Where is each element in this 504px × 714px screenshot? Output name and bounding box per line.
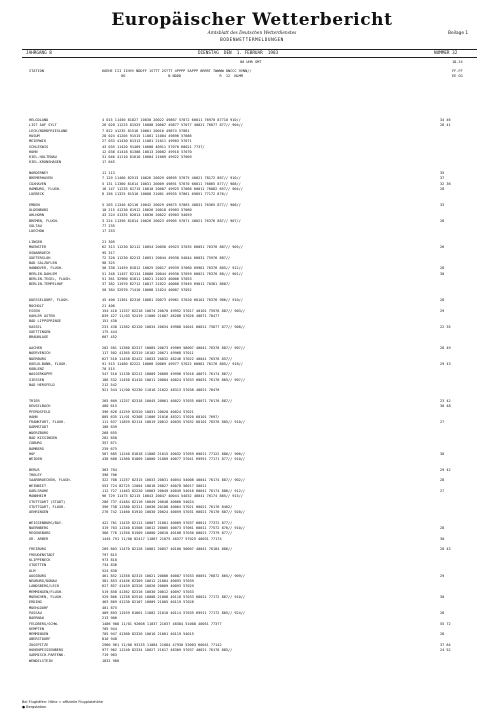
station-name: WUERZBURG <box>29 430 49 435</box>
observation-codes: 117 502 41365 82319 10102 20071 49968 57011 <box>102 351 194 356</box>
observation-codes: 547 516 11130 82212 10009 20009 49998 57016 40071 76174 867// <box>102 372 233 377</box>
observation-codes: 3 224 11356 81814 10026 20023 49905 57071 40021 76376 887// 907// <box>102 218 241 223</box>
station-name: BAD HERSFELD <box>29 383 55 387</box>
nummer-label: NUMMER 32 <box>434 51 458 56</box>
wind-gust-values: 37 84 <box>440 642 451 647</box>
observation-codes: 72 320 11230 82213 10051 20044 49930 54044 60031 75976 887// <box>102 255 231 260</box>
observation-codes: 319 763 11340 81508 10012 20005 40073 57061 60011 77572 876// 910// <box>102 526 246 531</box>
observation-codes: 239 675 <box>102 446 117 451</box>
station-name: LANDSBERG/LECH <box>29 584 59 589</box>
station-name: NORDERNEY <box>29 171 49 175</box>
wind-gust-values: 30 <box>440 271 445 276</box>
station-name: OBERSTDORF <box>29 637 51 642</box>
wind-gust-values: 37 <box>440 176 445 181</box>
observation-codes: 519 858 41362 82316 10030 20012 40097 57033 <box>102 589 194 594</box>
observation-codes: 366 776 11350 81509 10000 20010 40108 57030 60021 77379 877// <box>102 531 233 536</box>
observation-codes: 921 544 11/00 92230 11018 21022 48313 57038 40021 76476 <box>102 388 220 393</box>
station-name: KAHLER ASTEN <box>29 314 55 319</box>
station-name: MEMMINGEN <box>29 632 49 637</box>
station-name: LECK/NORDFRIESLAND <box>29 128 68 133</box>
wind-gust-values: 30 <box>440 451 445 456</box>
station-name: MEMMINGEN/FLUGH. <box>29 589 64 594</box>
codes-header-2: NS N NDDD R 12 NLMM <box>102 74 243 78</box>
station-name: FREUDENSTADT <box>29 552 55 557</box>
station-name: KEMPTEN <box>29 626 44 631</box>
wind-gust-values: 29 43 <box>440 361 451 366</box>
wind-gust-values: 29 <box>440 308 445 313</box>
observation-codes: 973 818 <box>102 557 117 562</box>
station-name: AACHEN <box>29 345 42 350</box>
wind-gust-values: 30 <box>440 595 445 599</box>
observation-codes: 77 235 <box>102 224 115 228</box>
wind-gust-values: 33 <box>440 202 445 207</box>
observation-codes: 95 317 <box>102 250 115 255</box>
station-name: BAD KISSINGEN <box>29 436 57 440</box>
observation-codes: 438 688 11360 81809 10000 21009 40077 57041 69951 77171 877// 910// <box>102 457 246 462</box>
station-name: BAERNAU <box>29 616 44 621</box>
wind-gust-values: 28 <box>440 186 445 191</box>
observation-codes: 70 515 <box>102 367 115 372</box>
station-name: STUTTGART (STADT) <box>29 499 66 504</box>
wind-gust-values: 28 <box>440 478 445 483</box>
observation-codes: 627 857 41459 82526 10026 20009 40093 57029 <box>102 584 194 589</box>
wind-gust-values: 35 <box>440 171 445 175</box>
station-name: WEISSENBURG/BAY. <box>29 520 64 525</box>
station-name: COBURG <box>29 441 42 446</box>
station-name: NUERBURG <box>29 356 47 361</box>
observation-codes: 7 022 41235 81516 10001 20016 49874 57081 <box>102 128 190 133</box>
station-name: WASSERKUPPE <box>29 372 53 377</box>
station-name: ULM <box>29 568 36 573</box>
observation-codes: 265 609 11257 82318 10045 20061 40022 57035 60071 76176 887// <box>102 398 233 403</box>
station-name: LUECHOW <box>29 229 44 234</box>
station-name: HOHENPEISSENBERG <box>29 648 64 652</box>
observation-codes: 839 427 11/03 92419 11006 21007 48288 57026 40071 76477 <box>102 314 220 319</box>
observation-codes: 17 253 <box>102 229 115 234</box>
station-name: EMDEN <box>29 202 40 207</box>
station-name: WENDELSTEIN <box>29 658 53 663</box>
observation-codes: 202 501 11360 82317 10085 20073 49969 58007 40041 76378 887// 907// <box>102 345 246 350</box>
observation-codes: 719 963 <box>102 653 117 658</box>
wind-gust-values: 28 <box>440 632 445 637</box>
station-name: GIESSEN <box>29 377 44 382</box>
station-name: FREIBURG <box>29 547 47 552</box>
station-name: MUENSTER <box>29 245 47 250</box>
station-name: HELGOLAND <box>29 118 49 122</box>
station-name: ERDING <box>29 600 42 605</box>
issue-date: DIENSTAG DEN 1. FEBRUAR 1983 <box>198 51 279 56</box>
observation-codes: 463 869 41230 82107 10009 21005 40119 57028 <box>102 600 194 605</box>
station-name: AHLHORN <box>29 213 44 218</box>
observation-codes: 151 430 <box>102 319 117 324</box>
station-name: GUETERSLOH <box>29 255 51 260</box>
station-name: BERLIN-TEGEL, FLUGH. <box>29 277 72 281</box>
station-name: BOCHOLT <box>29 303 44 308</box>
observation-codes: 1445 791 11/00 82417 11067 21075 48377 57025 40031 77174 <box>102 536 222 541</box>
observation-codes: 567 685 11240 81818 11008 21015 40032 57059 60011 77122 886// 906// <box>102 451 246 456</box>
wind-gust-values: 27 <box>440 420 445 425</box>
station-name: FRANKFURT, FLUGH. <box>29 420 66 425</box>
observation-codes: 98 325 <box>102 261 115 266</box>
station-name: HUSUM <box>29 133 40 138</box>
observation-codes: 1486 908 11/01 92608 11037 21037 48384 51008 40051 77377 <box>102 621 222 626</box>
observation-codes: 286 737 41484 82116 10049 20048 40060 54024 <box>102 499 194 504</box>
station-name: NOERVENICH <box>29 351 51 356</box>
station-name: GARMISCH-PARTENK. <box>29 653 66 658</box>
observation-codes: 322 708 11257 82315 10033 20031 40054 54008 40041 76174 887// 902// <box>102 478 246 483</box>
observation-codes: 108 639 <box>102 425 117 430</box>
station-name: SOLTAU <box>29 224 42 228</box>
observation-codes: 268 655 <box>102 430 117 435</box>
wind-gust-values: 30 <box>440 536 445 541</box>
report-subtitle: Amtsblatt des Deutschen Wetterdienstes <box>207 31 297 36</box>
station-name: LUEBECK <box>29 192 44 197</box>
station-name: BAD SALZUFLEN <box>29 261 57 266</box>
station-name: KARLSRUHE <box>29 489 49 493</box>
observation-codes: 607 452 <box>102 335 117 340</box>
report-title: Europäischer Wetterbericht <box>111 10 393 30</box>
observation-codes: 213 900 <box>102 616 117 621</box>
station-name: WEIDEN <box>29 457 42 462</box>
wind-gust-values: 27 <box>440 489 445 493</box>
station-name: OSNABRUECK <box>29 250 51 255</box>
wind-gust-values: 24 52 <box>440 648 451 652</box>
observation-codes: 111 637 11859 82114 10019 20012 40035 57032 60101 76376 885// 910// <box>102 420 246 425</box>
station-name: DUESSELDORF, FLUGH. <box>29 298 70 303</box>
observation-codes: 43 224 41335 82014 10036 20022 49903 54059 <box>102 213 192 218</box>
station-name: HANNOVER, FLUGH. <box>29 266 64 271</box>
observation-codes: 21 305 <box>102 239 115 244</box>
observation-codes: 705 944 <box>102 626 117 631</box>
station-name: KLIPPENECK <box>29 557 51 562</box>
observation-codes: 396 738 11380 82311 10036 20108 40064 57021 60021 76176 8462/ <box>102 504 233 509</box>
wind-gust-values: 28 43 <box>440 547 451 552</box>
observation-codes: 51 348 11457 82114 10000 20044 49930 57059 60021 76376 88/// 901// <box>102 271 243 276</box>
wind-gust-values: 26 <box>440 245 445 250</box>
observation-codes: 17 045 <box>102 160 115 165</box>
observation-codes: 627 510 11458 82422 10033 20032 48246 57022 40041 76376 857// <box>102 356 233 361</box>
observation-codes: 186 532 11450 81410 10011 20004 40024 57033 60031 76176 865// 907// <box>102 377 246 382</box>
observation-codes: 797 815 <box>102 552 117 557</box>
observation-codes: 28 024 41205 91515 11001 21004 49896 57086 <box>102 133 192 138</box>
station-name: BERLIN-DAHLEM <box>29 271 57 276</box>
station-name: TRIER <box>29 398 40 403</box>
right-codes-header-2: EE GG <box>452 74 463 78</box>
footer-note-mountain: ● Bergstation <box>22 704 47 709</box>
observation-codes: 529 866 11258 82516 10008 21008 40118 57033 60021 77172 867// 910// <box>102 595 246 599</box>
station-name: ZUGSPITZE <box>29 642 49 647</box>
wind-gust-values: 29 <box>440 573 445 578</box>
footer-notes <box>22 700 103 709</box>
station-name: CUXHAVEN <box>29 181 47 186</box>
observation-codes: 91 513 11480 82222 10068 20069 49977 57022 60081 76176 885// 918// <box>102 361 243 366</box>
observation-codes: 409 893 11559 81601 11002 21010 40114 57035 69911 77172 865// 924// <box>102 610 246 615</box>
observation-codes: 16 147 11235 81715 10010 20007 49925 57068 60011 76082 657// 904// <box>102 186 243 191</box>
wind-gust-values: 28 <box>440 218 445 223</box>
station-name: HAHN <box>29 414 38 419</box>
station-name: BRAUNLAGE <box>29 335 49 340</box>
wind-gust-values: 28 41 <box>440 123 451 128</box>
station-name: STUTTGART, FLUGH. <box>29 504 66 509</box>
observation-codes: 8 156 11325 81510 10008 21001 49935 57061 69051 77172 876// <box>102 192 228 197</box>
observation-codes: 37 382 11970 82712 10017 21022 40008 57049 69011 70381 8607/ <box>102 282 231 287</box>
observation-codes: 11 113 <box>102 171 115 175</box>
observation-codes: 282 658 <box>102 436 117 440</box>
station-name: AUGSBURG <box>29 573 47 578</box>
observation-codes: 51 361 32960 81811 10021 21023 40006 57053 <box>102 277 192 281</box>
station-name: OEHRINGEN <box>29 510 49 515</box>
wind-gust-values: 28 <box>440 526 445 531</box>
station-name: BREMERHAVEN <box>29 176 53 181</box>
station-name: KOBLENZ <box>29 367 44 372</box>
station-name: SCHLESWIG <box>29 144 49 149</box>
station-name: NEUBURG/DONAU <box>29 579 57 584</box>
observation-codes: 2960 961 11/00 93135 11084 21084 47930 53003 60041 77142 <box>102 642 222 647</box>
station-name: BERUS <box>29 467 40 472</box>
observation-codes: 43 035 11420 91409 10008 40911 57070 60021 7737/ <box>102 144 205 149</box>
observation-codes: 27 033 41430 81313 11001 21011 49903 57071 <box>102 139 192 144</box>
observation-codes: 357 671 <box>102 441 117 446</box>
observation-codes: 553 724 82725 12004 10018 20027 40078 56017 50011 <box>102 483 207 488</box>
station-name: OLDENBURG <box>29 208 49 213</box>
observation-codes: 62 313 11230 82112 10054 20050 49923 57035 60051 76376 887// 905// <box>102 245 243 250</box>
observation-codes: 112 727 11463 82220 10063 20049 40049 54016 60041 76174 886// 912// <box>102 489 246 493</box>
observation-codes: 977 962 11240 82334 10027 21017 48309 57037 40021 76176 885// <box>102 648 233 652</box>
station-name: STOETTEN <box>29 563 47 568</box>
observation-codes: 705 947 41360 82326 10010 21001 40119 54015 <box>102 632 194 637</box>
station-name: PFERDSFELD <box>29 409 51 414</box>
station-name: KIEL-HOLTENAU <box>29 155 57 160</box>
station-name: FELDBERG/SCHW. <box>29 621 59 626</box>
observation-codes: 480 615 <box>102 404 117 409</box>
observation-codes: 56 338 11459 81812 10025 20017 49939 57060 69981 76376 885// 912// <box>102 266 243 271</box>
station-name: KASSEL <box>29 324 42 329</box>
header-rule-bottom <box>22 57 477 58</box>
codes-header-1: KOEHE III IIHVV NDDFF 1STTT 2STTT 4PPPP 5APPP 6RRRT 7WWWW 8NCCC 9VNN// <box>102 69 252 73</box>
observation-codes: 269 803 11470 82128 10081 20057 40100 50007 40041 76184 886// <box>102 547 233 552</box>
station-name: PASSAU <box>29 610 42 615</box>
station-name: REGENSBURG <box>29 531 51 536</box>
station-column-header: STATION <box>29 69 44 73</box>
station-name: HOF <box>29 451 36 456</box>
station-name: BREMEN, FLUGH. <box>29 218 59 223</box>
station-name: ESSEN <box>29 308 40 313</box>
station-name: KIEL-KRONSHAGEN <box>29 160 62 165</box>
station-name: LIST AUF SYLT <box>29 123 57 128</box>
observation-codes: 4 015 11450 81827 10030 20022 49867 57072 60011 76970 87710 910// <box>102 118 241 122</box>
observation-codes: 5 131 11360 81614 10031 20009 49891 57070 60011 76065 877// 908// <box>102 181 241 186</box>
observation-codes: 154 410 11257 82218 10074 20070 49952 57017 40101 75976 887// 903// <box>102 308 246 313</box>
station-name: LINGEN <box>29 239 42 244</box>
observation-codes: 734 836 <box>102 563 117 568</box>
station-name: DARMSTADT <box>29 425 49 430</box>
wind-gust-values: 28 49 <box>440 345 451 350</box>
observation-codes: 10 215 41230 81912 10026 20018 49903 57060 <box>102 208 192 213</box>
observation-codes: 50 384 32970 71410 10008 21024 40007 57052 <box>102 287 192 292</box>
station-name: BERLIN-TEMPELHOF <box>29 282 64 287</box>
wind-gust-values: 55 72 <box>440 621 451 626</box>
station-name: HOHN <box>29 149 38 154</box>
observation-codes: 26 020 11225 81525 10008 20007 49877 57077 40021 76877 877// 904// <box>102 123 243 128</box>
observation-codes: 12 038 41418 81308 10013 20002 49910 57070 <box>102 149 192 154</box>
station-name: GR. ARBER <box>29 536 49 541</box>
station-name: BAD LIPPSPRINGE <box>29 319 62 324</box>
station-name: WEINBIET <box>29 483 47 488</box>
issue-header-bar <box>22 50 477 57</box>
station-name: NUERNBERG <box>29 526 49 531</box>
wind-gust-values: 23 42 <box>440 398 451 403</box>
observation-codes: 363 704 <box>102 467 117 472</box>
observation-codes: 231 438 11362 82120 10034 20034 49988 54041 60011 75877 877// 908// <box>102 324 246 329</box>
station-name: MUENCHEN, FLUGH. <box>29 595 64 599</box>
observation-codes: 276 742 11460 81910 10030 20024 40059 57031 60021 76176 887// 920// <box>102 510 246 515</box>
beilage-label: Beilage 1 <box>448 31 469 36</box>
observation-codes: 810 948 <box>102 637 117 642</box>
observation-codes: 805 635 11/01 92308 11006 21016 48321 57020 60101 7697/ <box>102 414 220 419</box>
station-name: DEUSELBACH <box>29 404 51 409</box>
station-name: MUEHLDORF <box>29 605 49 610</box>
station-name: BAMBERG <box>29 446 44 451</box>
footer-note-airport: Bei Flughäfen: Höhe = offizielle Flugplatzhöhe <box>22 700 104 704</box>
station-name: MEIERWIK <box>29 139 47 144</box>
observation-codes: 396 706 <box>102 473 117 478</box>
station-name: KOELN-BONN, FLUGH. <box>29 361 68 366</box>
station-name: GOETTINGEN <box>29 330 51 334</box>
observation-codes: 5 203 11340 82116 10042 20029 49875 57063 40031 76365 877// 908// <box>102 202 241 207</box>
observation-codes: 96 729 11475 82115 10043 20047 40044 54032 40041 76174 885// 915// <box>102 494 243 499</box>
observation-codes: 45 400 11361 82316 10081 20073 49961 57020 60101 76376 986// 910// <box>102 298 243 303</box>
observation-codes: 401 875 <box>102 605 117 610</box>
wind-gust-values: 30 48 <box>440 404 451 409</box>
observation-codes: 175 444 <box>102 330 117 334</box>
station-name: THOLEY <box>29 473 42 478</box>
wind-gust-values: 22 35 <box>440 324 451 329</box>
wind-gust-values: 34 46 <box>440 118 451 122</box>
station-name: HAMBURG, FLUGH. <box>29 186 62 191</box>
wind-gust-values: 28 <box>440 298 445 303</box>
time-line: 00 UHR GMT <box>240 60 262 64</box>
observation-codes: 461 852 11358 82315 10021 20006 40087 57033 60051 76872 865// 909// <box>102 573 246 578</box>
observation-codes: 21 406 <box>102 303 115 308</box>
observation-codes: 524 838 <box>102 568 117 573</box>
observation-codes: 1832 980 <box>102 658 120 663</box>
wind-gust-values: 28 <box>440 266 445 271</box>
station-name: MANNHEIM <box>29 494 47 499</box>
right-codes-header-1: FF-FF <box>452 69 463 73</box>
observation-codes: 31 046 41110 81610 10004 21009 49922 57069 <box>102 155 192 160</box>
station-name: SAARBRUECKEN, FLUGH. <box>29 478 72 483</box>
observation-codes: 396 626 41259 82520 10031 20020 40024 57021 <box>102 409 194 414</box>
wind-gust-values: 28 <box>440 610 445 615</box>
report-type-label: BODENWETTERMELDUNGEN <box>220 38 284 43</box>
jahrgang-label: JAHRGANG 8 <box>26 51 52 56</box>
wind-gust-values: 32 36 <box>440 181 451 186</box>
wind-gust-values: 29 42 <box>440 467 451 472</box>
observation-codes: 381 853 41456 82309 10012 21004 40093 57039 <box>102 579 194 584</box>
observation-codes: 212 542 <box>102 383 117 387</box>
time-range: 18-24 <box>452 60 463 64</box>
observation-codes: 422 761 11435 82111 10007 21001 40069 57037 60011 77372 877// <box>102 520 233 525</box>
observation-codes: 7 129 11460 82513 10026 20029 49895 57075 40021 78172 867// 910// <box>102 176 241 181</box>
